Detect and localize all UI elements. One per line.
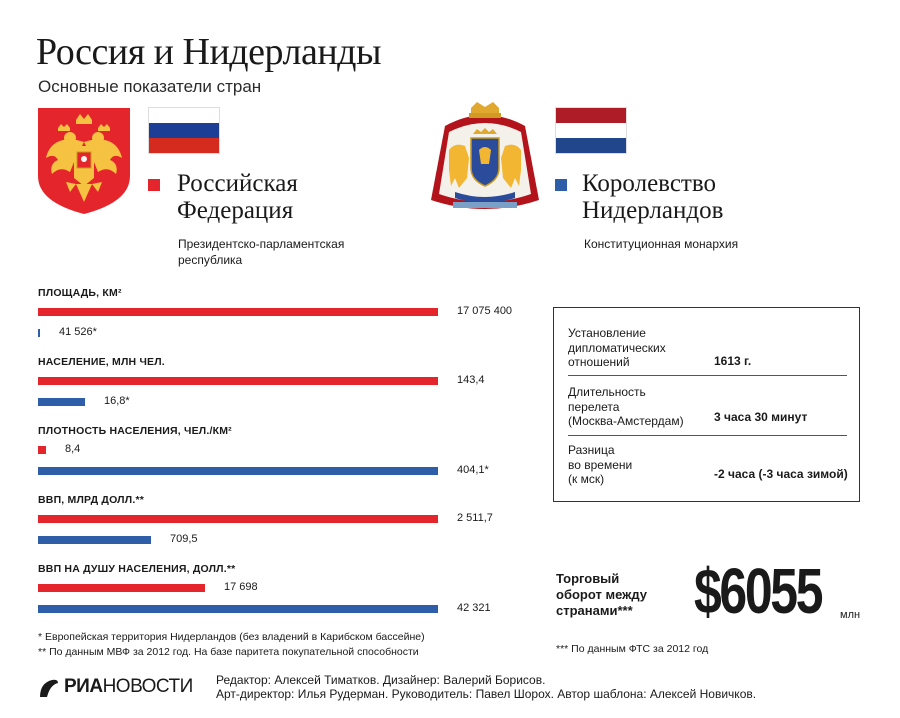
footnote-3: *** По данным ФТС за 2012 год	[556, 643, 709, 655]
trade-value: $6055	[694, 555, 822, 627]
metric-label: ВВП НА ДУШУ НАСЕЛЕНИЯ, ДОЛЛ.**	[38, 563, 236, 575]
logo-bold: РИА	[64, 676, 103, 697]
page-title: Россия и Нидерланды	[36, 31, 382, 73]
metric-label: ПЛОТНОСТЬ НАСЕЛЕНИЯ, ЧЕЛ./КМ²	[38, 425, 232, 437]
footnote-2: ** По данным МВФ за 2012 год. На базе паритета покупательной способности	[38, 646, 419, 658]
info-value: 3 часа 30 минут	[714, 410, 808, 424]
netherlands-bar	[38, 605, 438, 613]
info-box	[553, 307, 860, 502]
russia-bar	[38, 515, 438, 523]
trade-unit: млн	[840, 609, 861, 621]
metric-label: ПЛОЩАДЬ, КМ²	[38, 287, 122, 299]
info-label-line: отношений	[568, 355, 630, 369]
russia-bar-value: 17 698	[224, 581, 258, 593]
russia-bar	[38, 584, 205, 592]
netherlands-bar	[38, 329, 40, 337]
netherlands-bar	[38, 398, 85, 406]
logo-light: НОВОСТИ	[102, 676, 193, 697]
netherlands-bar	[38, 467, 438, 475]
trade-label-line: оборот между	[556, 587, 647, 602]
info-label-line: Длительность	[568, 385, 646, 399]
info-label-line: (Москва-Амстердам)	[568, 414, 684, 428]
info-value: 1613 г.	[714, 354, 752, 368]
info-label	[568, 385, 708, 429]
trade-label-line: Торговый	[556, 571, 620, 586]
russia-name-line2: Федерация	[177, 197, 294, 224]
russia-government-line1: Президентско-парламентская	[178, 237, 345, 251]
netherlands-bar	[38, 536, 151, 544]
russia-bar-value: 143,4	[457, 374, 485, 386]
russia-government-line2: республика	[178, 253, 243, 267]
info-label-line: (к мск)	[568, 472, 605, 486]
credits-line-1: Редактор: Алексей Тиматков. Дизайнер: Валерий Борисов.	[216, 673, 546, 687]
info-label-line: Установление	[568, 326, 646, 340]
netherlands-bar-value: 41 526*	[59, 326, 97, 338]
russia-bar-value: 8,4	[65, 443, 81, 455]
netherlands-name-line2: Нидерландов	[582, 197, 724, 224]
trade-label	[556, 571, 676, 619]
russia-bar-value: 17 075 400	[457, 305, 513, 317]
netherlands-bar-value: 42 321	[457, 602, 491, 614]
info-label-line: во времени	[568, 457, 633, 472]
netherlands-name-line1: Королевство	[582, 170, 716, 197]
info-value: -2 часа (-3 часа зимой)	[714, 467, 848, 481]
credits-line-2: Арт-директор: Илья Рудерман. Руководитель: Павел Шорох. Автор шаблона: Алексей Новичков.	[216, 687, 757, 701]
info-label-line: дипломатических	[568, 340, 666, 355]
netherlands-bar-value: 709,5	[170, 533, 198, 545]
ria-novosti-logo	[64, 676, 193, 698]
russia-bar	[38, 446, 46, 454]
footnote-1: * Европейская территория Нидерландов (без владений в Карибском бассейне)	[38, 631, 425, 643]
netherlands-bar-value: 404,1*	[457, 464, 489, 476]
info-divider	[568, 435, 847, 436]
page-subtitle: Основные показатели стран	[38, 77, 262, 96]
russia-bar	[38, 377, 438, 385]
netherlands-government: Конституционная монархия	[584, 237, 739, 251]
russia-bar-value: 2 511,7	[457, 512, 493, 524]
ria-novosti-logo-icon	[38, 677, 60, 699]
russia-name-line1: Российская	[177, 170, 298, 197]
info-divider	[568, 375, 847, 376]
trade-label-line: странами***	[556, 603, 633, 618]
metric-label: ВВП, МЛРД ДОЛЛ.**	[38, 494, 145, 506]
info-label-line: перелета	[568, 399, 620, 414]
info-label-line: Разница	[568, 443, 615, 457]
info-label	[568, 443, 708, 487]
netherlands-bar-value: 16,8*	[104, 395, 130, 407]
russia-bar	[38, 308, 438, 316]
metric-label: НАСЕЛЕНИЕ, МЛН ЧЕЛ.	[38, 356, 165, 368]
info-label	[568, 326, 708, 370]
